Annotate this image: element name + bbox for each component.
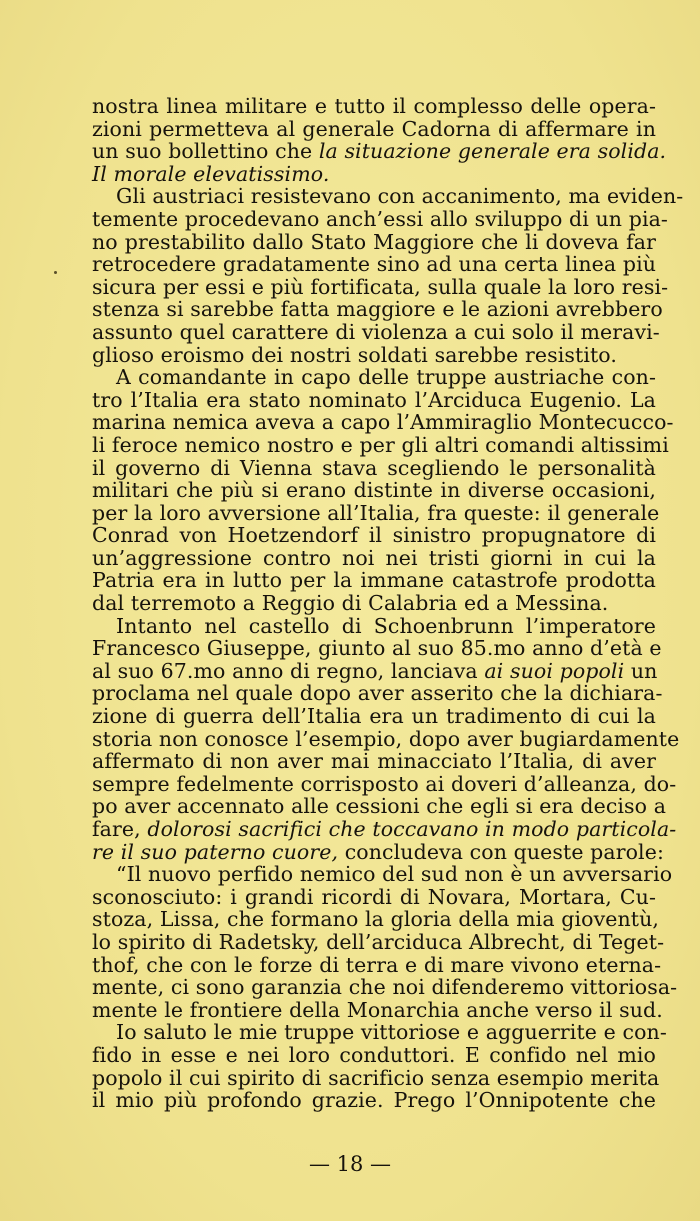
text-line <box>92 366 656 389</box>
text-run: lo spirito di Radetsky, dell’arciduca Albrecht, di Teget- <box>92 929 665 954</box>
text-run: mente, ci sono garanzia che noi difenderemo vittoriosa- <box>92 975 678 1000</box>
text-run: concludeva con queste parole: <box>338 839 664 864</box>
text-line <box>92 839 664 864</box>
text-line <box>92 206 668 231</box>
text-line <box>92 1089 656 1112</box>
text-line <box>92 231 656 254</box>
text-line <box>92 253 656 276</box>
text-line <box>92 771 677 796</box>
text-run: nostra linea militare e tutto il complesso delle opera- <box>92 94 656 118</box>
text-run: il mio più profondo grazie. Prego l’Onnipotente che <box>92 1088 656 1113</box>
text-line <box>92 139 667 164</box>
text-run: Patria era in lutto per la immane catastrofe prodotta <box>92 568 656 593</box>
text-line <box>92 524 656 547</box>
text-run: Io saluto le mie truppe vittoriose e agguerrite e con- <box>116 1020 667 1045</box>
text-run: stenza si sarebbe fatta maggiore e le azioni avrebbero <box>92 297 663 322</box>
text-line <box>92 817 677 841</box>
text-line <box>92 975 678 1000</box>
text-line <box>92 184 684 209</box>
body-text <box>92 94 684 1113</box>
text-line <box>92 457 656 480</box>
text-line <box>92 929 665 954</box>
text-run: Gli austriaci resistevano con accanimento, ma eviden- <box>116 184 684 209</box>
text-run: sempre fedelmente corrisposto ai doveri d’alleanza, do- <box>92 771 677 796</box>
text-run: li feroce nemico nostro e per gli altri comandi altissimi <box>92 432 669 457</box>
page-number: — 18 — <box>308 1152 392 1176</box>
text-line <box>92 997 663 1022</box>
text-run: marina nemica aveva a capo l’Ammiraglio Montecucco- <box>92 410 674 435</box>
text-line <box>92 500 660 525</box>
text-line <box>92 1065 660 1090</box>
text-line <box>92 886 656 909</box>
text-run: sicura per essi e più fortificata, sulla quale la loro resi- <box>92 274 669 299</box>
text-line <box>92 952 662 977</box>
italic-text-run: dolorosi sacrifici che toccavano in modo particola- <box>147 817 677 841</box>
text-run: glioso eroismo dei nostri soldati sarebbe resistito. <box>92 342 618 367</box>
text-line <box>92 660 656 683</box>
text-run: un’aggressione contro noi nei tristi giorni in cui la <box>92 545 656 570</box>
text-run: zioni permetteva al generale Cadorna di affermare in <box>92 116 656 141</box>
text-run: dal terremoto a Reggio di Calabria ed a Messina. <box>92 591 609 616</box>
text-run: fare, <box>92 817 148 841</box>
text-line <box>92 750 656 773</box>
text-line <box>92 615 656 638</box>
text-line <box>92 344 656 367</box>
italic-text-run: Il morale elevatissimo. <box>92 161 330 186</box>
text-line <box>92 479 656 502</box>
text-run: tro l’Italia era stato nominato l’Arciduca Eugenio. La <box>92 387 656 412</box>
text-run: thof, che con le forze di terra e di mare vivono eterna- <box>92 952 662 977</box>
text-line <box>92 432 669 457</box>
text-line <box>92 95 656 118</box>
text-run: Intanto nel castello di Schoenbrunn l’imperatore <box>116 613 656 638</box>
text-run: retrocedere gradatamente sino ad una certa linea più <box>92 252 657 277</box>
italic-text-run: ai suoi popoli <box>484 658 625 683</box>
text-line <box>92 547 656 570</box>
text-line <box>92 297 663 322</box>
text-run: fido in esse e nei loro conduttori. E confido nel mio <box>92 1042 656 1067</box>
text-line <box>92 163 656 186</box>
text-run: stoza, Lissa, che formano la gloria della mia gioventù, <box>92 907 660 932</box>
text-run: affermato di non aver mai minacciato l’Italia, di aver <box>92 749 656 774</box>
text-line <box>92 319 660 344</box>
italic-text-run: re il suo paterno cuore, <box>92 839 339 864</box>
text-run: popolo il cui spirito di sacrificio senza esempio merita <box>92 1065 660 1090</box>
text-line <box>92 862 673 887</box>
italic-text-run: la situazione generale era solida. <box>318 139 667 164</box>
text-line <box>92 592 656 615</box>
text-line <box>92 274 669 299</box>
text-run: no prestabilito dallo Stato Maggiore che li doveva far <box>92 229 656 254</box>
text-run: sconosciuto: i grandi ricordi di Novara, Mortara, Cu- <box>92 884 656 909</box>
text-run: un suo bollettino che <box>92 139 319 164</box>
text-run: A comandante in capo delle truppe austriache con- <box>116 365 656 390</box>
text-run: Conrad von Hoetzendorf il sinistro propugnatore di <box>92 523 656 548</box>
text-run: “Il nuovo perfido nemico del sud non è un avversario <box>116 862 673 887</box>
text-run: al suo 67.mo anno di regno, lanciava <box>92 658 485 683</box>
text-run: il governo di Vienna stava scegliendo le personalità <box>92 455 656 480</box>
text-run: un <box>624 658 658 683</box>
text-line <box>92 794 667 819</box>
text-line <box>92 726 680 751</box>
text-line <box>92 907 660 932</box>
text-line <box>92 410 674 435</box>
text-line <box>92 1020 667 1045</box>
text-run: mente le frontiere della Monarchia anche verso il sud. <box>92 997 663 1022</box>
text-run: militari che più si erano distinte in diverse occasioni, <box>92 478 656 503</box>
text-line <box>92 118 656 141</box>
text-line <box>92 705 656 728</box>
text-run: assunto quel carattere di violenza a cui solo il meravi- <box>92 319 660 344</box>
text-line <box>92 636 662 661</box>
text-line <box>92 569 656 592</box>
text-run: temente procedevano anch’essi allo sviluppo di un pia- <box>92 206 668 231</box>
text-run: Francesco Giuseppe, giunto al suo 85.mo anno d’età e <box>92 636 662 661</box>
text-run: zione di guerra dell’Italia era un tradimento di cui la <box>92 704 656 729</box>
text-run: proclama nel quale dopo aver asserito che la dichiara- <box>92 681 663 706</box>
text-line <box>92 1044 656 1067</box>
text-run: per la loro avversione all’Italia, fra queste: il generale <box>92 500 660 525</box>
text-run: storia non conosce l’esempio, dopo aver bugiardamente <box>92 726 680 751</box>
text-line <box>92 389 656 412</box>
text-run: po aver accennato alle cessioni che egli si era deciso a <box>92 794 667 819</box>
paper-speck <box>54 271 57 274</box>
text-line <box>92 681 663 706</box>
